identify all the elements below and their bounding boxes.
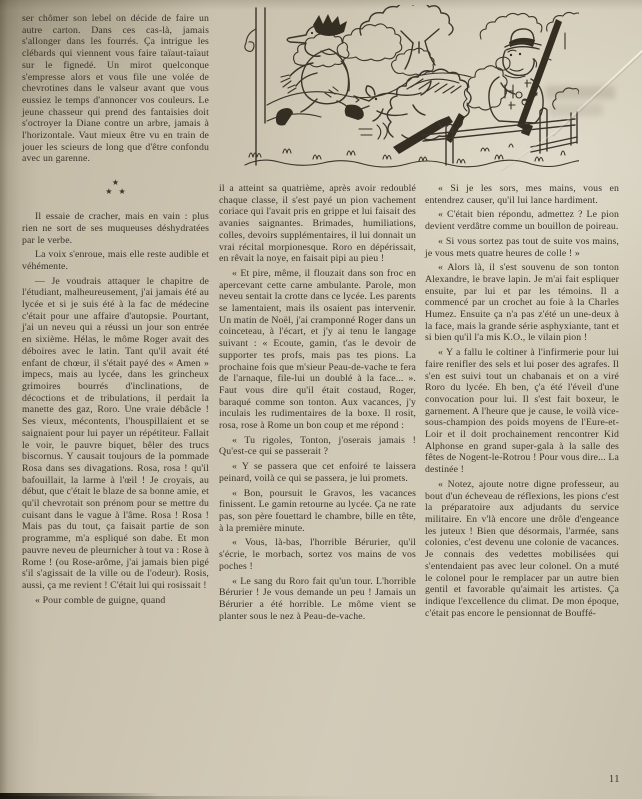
asterism-separator (22, 178, 209, 196)
paragraph: « Le sang du Roro fait qu'un tour. L'horrible Bérurier ! Je vous demande un peu ! Jamais un Bérurier a été horrible. Le môme vient se planter sous le nez à Peau-de-vache. (219, 575, 416, 622)
text-column-middle (219, 183, 416, 625)
page-number: 11 (608, 774, 620, 785)
star-icon: ★ (105, 187, 113, 197)
paragraph: « Si je les sors, mes mains, vous en entendrez causer, qu'il lui lance hardiment. (425, 183, 619, 206)
paragraph: « Pour comble de guigne, quand (35, 594, 166, 606)
hunting-cartoon-illustration (243, 5, 579, 173)
paragraph: « Y se passera que cet enfoiré te laissera peinard, voilà ce qui se passera, je lui promets. (219, 461, 416, 484)
paragraph: Il essaie de cracher, mais en vain : plus rien ne sort de ses muqueuses déshydratées par le verbe. (22, 211, 209, 246)
paragraph: « Bon, poursuit le Gravos, les vacances finissent. Le gamin retourne au lycée. Ça ne rate pas, son père fouettard le chambre, bille en tête, à la première minute. (219, 487, 416, 534)
paragraph: « Notez, ajoute notre digne professeur, au bout d'un écheveau de réflexions, les pions c'est la préparatoire aux adjudants du service militaire. En v'là encore une drôle d'engeance les juteux ! Bien que désormais, l'armée, sans colonies, c'est devenu une colonie de vacances. Je connais des vedettes mobilisées qui s'entendaient pas avec leur colonel. On a muté le colonel pour le remplacer par un autre bien gentil et favorable qu'aimait les artistes. Ça indique l'excellence du climat. De mon époque, c'était pas encore le pensionnat de Bouffé- (425, 478, 619, 619)
page-edge-shadow (0, 793, 160, 799)
paragraph: « Vous, là-bas, l'horrible Bérurier, qu'il s'écrie, le morbach, sortez vos mains de vos poches ! (219, 537, 416, 572)
cartoon-svg (243, 5, 579, 173)
paragraph: La voix s'enroue, mais elle reste audible et véhémente. (22, 249, 209, 272)
star-icon: ★ (118, 187, 126, 197)
paragraph: il a atteint sa quatrième, après avoir redoublé chaque classe, il s'est payé un pion vachement coriace qui l'avait pris en grippe et lui faisait des avanies saignantes. Brimades, humiliations, colles, devoirs supplémentaires, il lui donnait un vrai récital morpionesque. Roro en dépérissait, en rêvait la noye, en faisait pipi au pieu ! (219, 183, 416, 265)
paragraph: ser chômer son lebel on décide de faire un autre carton. Dans ces cas-là, jamais s'allonger dans les fourrés. Ça intrigue les clébards qui viennent vous faire taïaut-taïaut sur le fignedé. Un mirot quelconque s'empresse alors et vous file une volée de chevrotines dans le valseur avant que vous eussiez le temps d'annoncer vos couleurs. Le jeune chasseur qui prend des fantaisies doit s'octroyer la Diane contre un arbre, jamais à l'horizontale. Vaut mieux être vu en train de jouer les scieurs de long que d'être confondu avec un garenne. (22, 13, 209, 165)
ink-showthrough (545, 86, 615, 99)
star-icon: ★ (111, 178, 120, 188)
text-column-right (425, 183, 619, 622)
paragraph: — Je voudrais attaquer le chapitre de l'étudiant, malheureusement, j'ai jamais été au lycée et si je suis été à la fac de médecine c'était pour une affaire d'autopsie. Pourtant, j'ai un neveu qui a réussi un jour son entrée en sixième. Hélas, le môme Roger avait des déboires avec le latin. Tant qu'il avait été enfant de chœur, il s'était payé des « Amen » impecs, mais au lycée, dans les grincheux grimoires bourrés d'inclinations, de décoctions et de tribulations, il perdait la manette des gaz, Roro. Une vraie débâcle ! Ses vieux, mécontents, l'houspillaient et se saignaient pour lui payer un répétiteur. Fallait le voir, le pauvre biquet, bêler des trucs biscornus. Y causait toujours de la pommade Rosa dans ses divagations. Rosa, rosa ! qu'il bafouillait, la larme à l'œil ! Je croyais, au début, que c'était le blaze de sa bonne amie, et qu'il chevrotait son prénom pour se mettre du cuisant dans le vague à l'âme. Rosa ! Rosa ! Mais pas du tout, ça faisait partie de son programme, m'a espliqué son dabe. Et mon pauvre neveu de pleurnicher à tout va : Rose à Rome ! (ou Rose-arôme, j'ai jamais bien pigé s'il s'agissait de la ville ou de l'odeur). Rosis, aussi, ça me revient ! C'était lui qui rosissait ! (22, 275, 209, 591)
paragraph: « Et pire, même, il flouzait dans son froc en apercevant cette carne ambulante. Parole, mon neveu sentait la crotte dans ce lycée. Les parents se lamentaient, mais ils osaient pas intervenir. Un matin de Noël, j'ai cramponné Roger dans un coinceteau, à l'écart, et j'y ai tenu le langage suivant : « Ecoute, gamin, t'as le devoir de supporter tes profs, mais pas tes pions. La prochaine fois que m'sieur Peau-de-vache te fera de l'arnaque, file-lui un doublé à la face... ». Faut vous dire qu'il était costaud, Roger, baraqué comme son tonton. Aux vacances, j'y inculais les rudimentaires de la boxe. Il rosit, rosa, rose à Rome un bon coup et me répond : (219, 267, 416, 432)
paragraph: « Y a fallu le coltiner à l'infirmerie pour lui faire renifler des sels et lui poser des agrafes. Il s'en est suivi tout un chabanais et on a viré Roro du lycée. Eh ben, ç'a été l'éveil d'une convocation pour lui. Il s'est fait boxeur, le garnement. A l'heure que je cause, le voilà vice-sous-champion des poids moyens de l'Eure-et-Loir et il doit prochainement rencontrer Kid Alphonse en grand super-gala à la salle des fêtes de Nogent-le-Rotrou ! Pour vous dire... La destinée ! (425, 347, 619, 476)
paragraph: « Alors là, il s'est souvenu de son tonton Alexandre, le brave lapin. Je m'ai fait espliquer ensuite, par lui et par les témoins. Il a commencé par un crochet au foie à la Charles Humez. Ensuite ça n'a pas z'été un une-deux à la face, mais la grande série asphyxiante, tant et si bien qu'il l'a mis K.O., le vilain pion ! (425, 262, 619, 344)
paragraph: « Si vous sortez pas tout de suite vos mains, je vous mets quatre heures de colle ! » (425, 235, 619, 259)
text-column-left (22, 13, 209, 609)
paragraph: « Tu rigoles, Tonton, j'oserais jamais ! Qu'est-ce qui se passerait ? (219, 434, 416, 458)
paragraph: « C'était bien répondu, admettez ? Le pion devient verdâtre comme un bouillon de poireau. (425, 209, 619, 233)
